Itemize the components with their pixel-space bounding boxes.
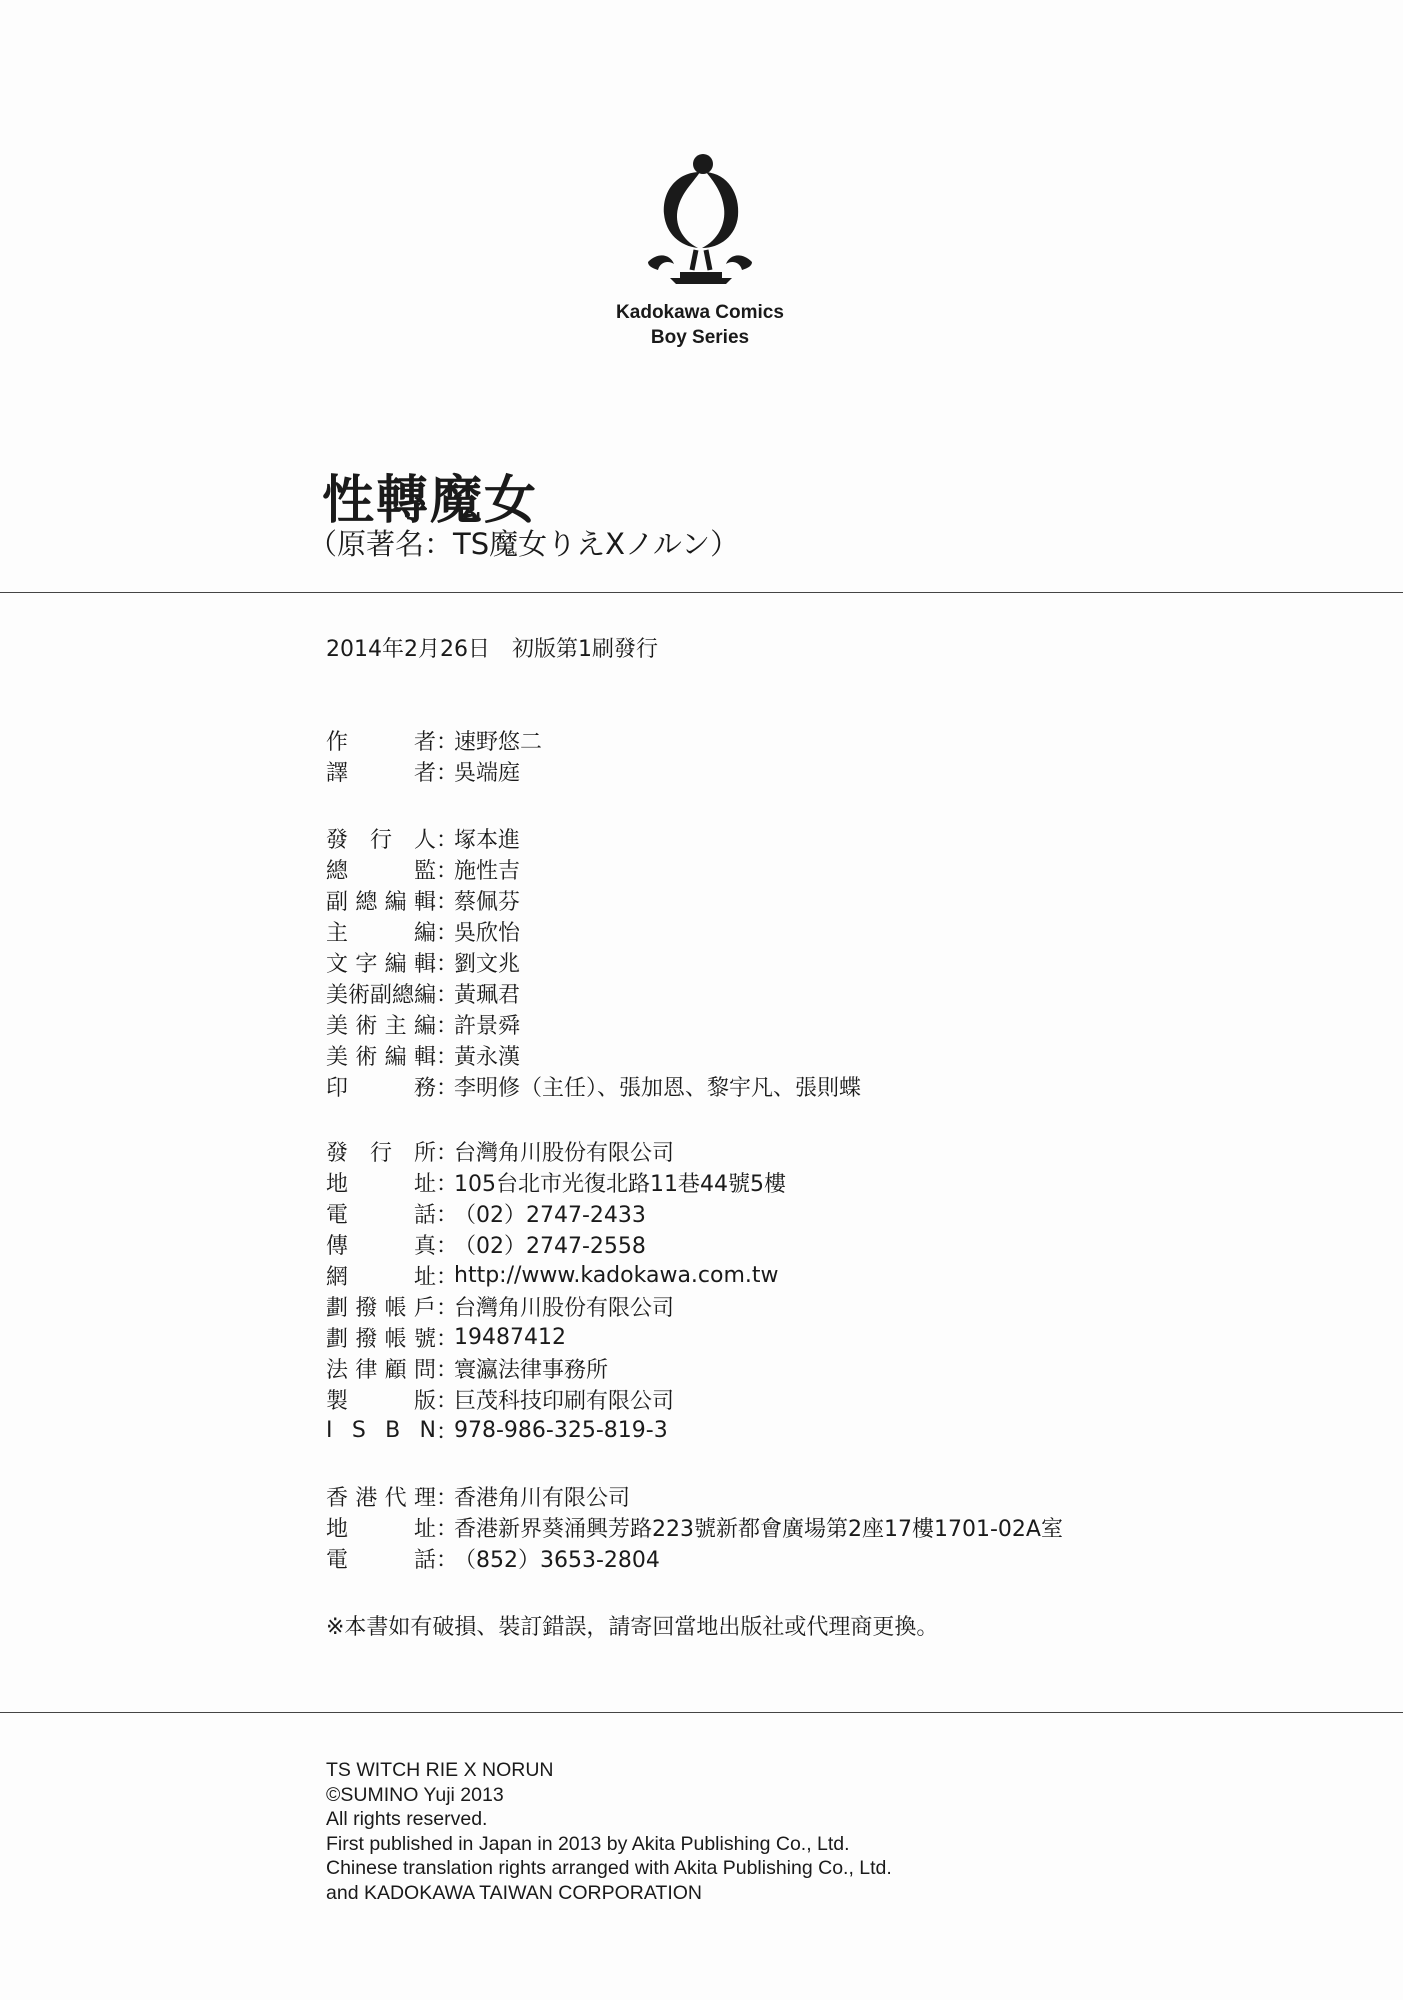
bottom-divider <box>0 1712 1403 1713</box>
row-label: 印 務 <box>326 1076 436 1101</box>
row-value: 台灣角川股份有限公司 <box>454 1141 675 1166</box>
row-value: 塚本進 <box>454 828 521 853</box>
staff-block <box>326 823 861 1102</box>
imprint-line-1: Kadokawa Comics <box>616 302 784 323</box>
row-value: http://www.kadokawa.com.tw <box>454 1263 779 1288</box>
row-label: 發 行 人 <box>326 828 436 853</box>
english-copyright <box>326 1758 892 1905</box>
imprint-line-2: Boy Series <box>650 327 750 348</box>
colophon-row <box>326 1009 861 1040</box>
row-colon: ： <box>436 730 459 755</box>
row-label: 電 話 <box>326 1548 436 1573</box>
copyright-line: First published in Japan in 2013 by Akita Publishing Co., Ltd. <box>326 1832 850 1855</box>
row-colon: ： <box>436 1389 459 1414</box>
row-value: 施性吉 <box>454 859 521 884</box>
row-label: 美 術 副 總 編 <box>326 983 437 1008</box>
row-value: 速野悠二 <box>454 730 543 755</box>
row-label: 地 址 <box>326 1172 436 1197</box>
colophon-row <box>326 1384 786 1415</box>
row-label: 譯 者 <box>326 761 436 786</box>
colophon-row <box>326 1481 1063 1512</box>
row-label: 美 術 編 輯 <box>326 1045 436 1070</box>
row-label: 法 律 顧 問 <box>326 1358 436 1383</box>
row-colon: ： <box>436 1296 459 1321</box>
colophon-row <box>326 1229 786 1260</box>
row-value: 蔡佩芬 <box>454 890 521 915</box>
row-value: （852）3653-2804 <box>454 1548 660 1573</box>
row-value: 劉文兆 <box>454 952 521 977</box>
row-colon: ： <box>436 921 459 946</box>
top-divider <box>0 592 1403 593</box>
row-label: 香 港 代 理 <box>326 1486 436 1511</box>
row-colon: ： <box>436 859 459 884</box>
row-label: 美 術 主 編 <box>326 1014 436 1039</box>
row-colon: ： <box>436 1517 459 1542</box>
row-colon: ： <box>436 1141 459 1166</box>
row-label: 電 話 <box>326 1203 436 1228</box>
row-value: 許景舜 <box>454 1014 521 1039</box>
row-colon: ： <box>436 983 459 1008</box>
row-label: 文 字 編 輯 <box>326 952 436 977</box>
colophon-row <box>326 725 542 756</box>
colophon-row <box>326 1071 861 1102</box>
row-colon: ： <box>436 1234 459 1259</box>
replacement-note: ※本書如有破損、裝訂錯誤，請寄回當地出版社或代理商更換。 <box>326 1615 939 1640</box>
hongkong-agent-block <box>326 1481 1063 1574</box>
row-label: 作 者 <box>326 730 436 755</box>
row-value: （02）2747-2433 <box>454 1203 646 1228</box>
row-label: 地 址 <box>326 1517 436 1542</box>
row-label: 劃 撥 帳 戶 <box>326 1296 436 1321</box>
colophon-row <box>326 823 861 854</box>
row-colon: ： <box>436 1265 459 1290</box>
original-title: （原著名：TS魔女りえXノルン） <box>308 527 740 561</box>
row-label: I S B N <box>326 1418 436 1443</box>
row-value: 黃永漢 <box>454 1045 521 1070</box>
colophon-row <box>326 1415 786 1446</box>
row-label: 副 總 編 輯 <box>326 890 436 915</box>
row-value: 吳端庭 <box>454 761 521 786</box>
phoenix-icon <box>640 150 760 290</box>
row-colon: ： <box>436 761 459 786</box>
row-value: 105台北市光復北路11巷44號5樓 <box>454 1172 786 1197</box>
colophon-row <box>326 885 861 916</box>
copyright-line: and KADOKAWA TAIWAN CORPORATION <box>326 1881 702 1904</box>
copyright-line: Chinese translation rights arranged with Akita Publishing Co., Ltd. <box>326 1857 892 1879</box>
publication-date: 2014年2月26日 初版第1刷發行 <box>326 637 658 662</box>
row-value: 寰瀛法律事務所 <box>454 1358 609 1383</box>
row-value: 吳欣怡 <box>454 921 521 946</box>
row-value: 香港角川有限公司 <box>454 1486 631 1511</box>
colophon-row <box>326 1198 786 1229</box>
colophon-row <box>326 1040 861 1071</box>
row-colon: ： <box>436 1203 459 1228</box>
colophon-row <box>326 1353 786 1384</box>
imprint-series <box>600 300 800 350</box>
row-value: 19487412 <box>454 1325 566 1350</box>
row-colon: ： <box>436 1045 459 1070</box>
row-value: （02）2747-2558 <box>454 1234 646 1259</box>
row-colon: ： <box>436 1548 459 1573</box>
row-label: 總 監 <box>326 859 436 884</box>
row-colon: ： <box>436 1358 459 1383</box>
colophon-row <box>326 1322 786 1353</box>
row-colon: ： <box>436 1014 459 1039</box>
row-colon: ： <box>436 890 459 915</box>
colophon-row <box>326 854 861 885</box>
row-colon: ： <box>436 1420 459 1445</box>
colophon-row <box>326 1167 786 1198</box>
row-value: 香港新界葵涌興芳路223號新都會廣場第2座17樓1701-02A室 <box>454 1517 1063 1542</box>
publisher-block <box>326 1136 786 1446</box>
row-value: 巨茂科技印刷有限公司 <box>454 1389 675 1414</box>
row-label: 製 版 <box>326 1389 436 1414</box>
row-label: 傳 真 <box>326 1234 436 1259</box>
row-colon: ： <box>436 1327 459 1352</box>
row-colon: ： <box>436 1076 459 1101</box>
kadokawa-logo <box>600 150 800 350</box>
row-value: 台灣角川股份有限公司 <box>454 1296 675 1321</box>
colophon-row <box>326 1136 786 1167</box>
colophon-row <box>326 1260 786 1291</box>
colophon-row <box>326 947 861 978</box>
colophon-row <box>326 1291 786 1322</box>
copyright-line: TS WITCH RIE X NORUN <box>326 1759 554 1781</box>
book-title: 性轉魔女 <box>322 471 539 531</box>
row-value: 黃珮君 <box>454 983 521 1008</box>
row-label: 劃 撥 帳 號 <box>326 1327 436 1352</box>
row-colon: ： <box>436 952 459 977</box>
copyright-line: All rights reserved. <box>326 1808 488 1830</box>
colophon-row <box>326 916 861 947</box>
copyright-line: ©SUMINO Yuji 2013 <box>326 1783 504 1806</box>
colophon-row <box>326 978 861 1009</box>
row-label: 網 址 <box>326 1265 436 1290</box>
colophon-row <box>326 756 542 787</box>
credits-block <box>326 725 542 787</box>
row-colon: ： <box>436 1172 459 1197</box>
row-colon: ： <box>436 1486 459 1511</box>
row-label: 發 行 所 <box>326 1141 436 1166</box>
colophon-row <box>326 1512 1063 1543</box>
row-value: 978-986-325-819-3 <box>454 1418 668 1443</box>
row-colon: ： <box>436 828 459 853</box>
row-value: 李明修（主任）、張加恩、黎宇凡、張則蝶 <box>454 1076 862 1101</box>
colophon-row <box>326 1543 1063 1574</box>
row-label: 主 編 <box>326 921 436 946</box>
